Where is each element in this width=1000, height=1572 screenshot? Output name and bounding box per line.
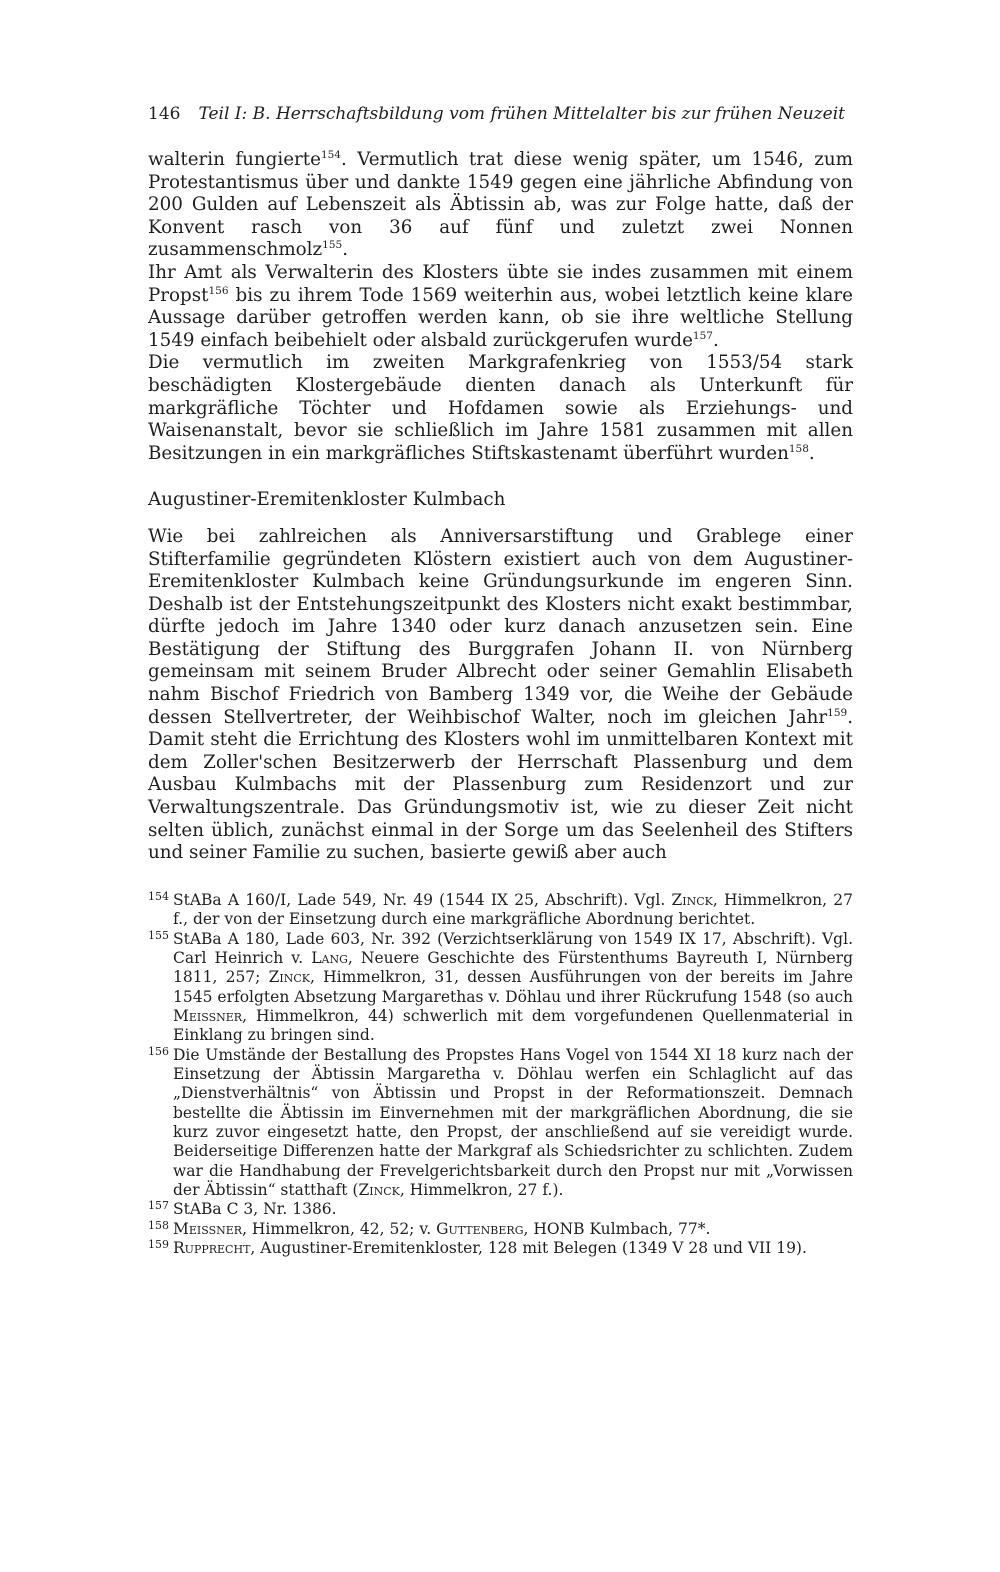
footnote: 157 StABa C 3, Nr. 1386. xyxy=(148,1200,853,1219)
paragraph: Wie bei zahlreichen als Anniversarstiftung und Grablege einer Stifterfamilie gegründeten Klöstern existiert auch von dem Augustiner-Eremitenkloster Kulmbach keine Gründungsurkunde im engeren Sinn. Deshalb ist der Entstehungszeitpunkt des Klosters nicht exakt bestimmbar, dürfte jedoch im Jahre 1340 oder kurz danach anzusetzen sein. Eine Bestätigung der Stiftung des Burggrafen Johann II. von Nürnberg gemeinsam mit seinem Bruder Albrecht oder seiner Gemahlin Elisabeth nahm Bischof Friedrich von Bamberg 1349 vor, die Weihe der Gebäude dessen Stellvertreter, der Weihbischof Walter, noch im gleichen Jahr$^{159}$. Damit steht die Errichtung des Klosters wohl im unmittelbaren Kontext mit dem Zoller'schen Besitzerwerb der Herrschaft Plassenburg und dem Ausbau Kulmbachs mit der Plassenburg zum Residenzort und zur Verwaltungszentrale. Das Gründungsmotiv ist, wie zu dieser Zeit nicht selten üblich, zunächst einmal in der Sorge um das Seelenheil des Stifters und seiner Familie zu suchen, basierte gewiß aber auch xyxy=(148,525,853,864)
footnote-number: 155 xyxy=(148,928,169,942)
book-page xyxy=(148,104,853,1258)
running-title: Teil I: B. Herrschaftsbildung vom frühen Mittelalter bis zur frühen Neuzeit xyxy=(198,104,845,124)
footnote-number: 156 xyxy=(148,1044,169,1058)
footnote-ref[interactable]: 154 xyxy=(320,148,341,161)
footnote: 154 StABa A 160/I, Lade 549, Nr. 49 (1544 IX 25, Abschrift). Vgl. Zinck, Himmelkron, 27 f., der von der Einsetzung durch eine markgräfliche Abordnung berichtet. xyxy=(148,891,853,930)
footnote-number: 158 xyxy=(148,1218,169,1232)
footnote-number: 154 xyxy=(148,889,169,903)
running-head xyxy=(148,104,853,124)
footnotes xyxy=(148,891,853,1259)
main-text xyxy=(148,149,853,865)
footnote-ref[interactable]: 155 xyxy=(322,239,343,252)
footnote: 155 StABa A 180, Lade 603, Nr. 392 (Verzichtserklärung von 1549 IX 17, Abschrift). Vgl. Carl Heinrich v. Lang, Neuere Geschichte des Fürstenthums Bayreuth I, Nürnberg 1811, 257; Zinck, Himmelkron, 31, dessen Ausführungen von der bereits im Jahre 1545 erfolgten Absetzung Margarethas v. Döhlau und ihrer Rückrufung 1548 (so auch Meissner, Himmelkron, 44) schwerlich mit dem vorgefundenen Quellenmaterial in Einklang zu bringen sind. xyxy=(148,930,853,1046)
footnote: 156 Die Umstände der Bestallung des Propstes Hans Vogel von 1544 XI 18 kurz nach der Einsetzung der Äbtissin Margaretha v. Döhlau werfen ein Schlaglicht auf das „Dienstverhältnis“ von Äbtissin und Propst in der Reformationszeit. Demnach bestellte die Äbtissin im Einvernehmen mit der markgräflichen Abordnung, die sie kurz zuvor eingesetzt hatte, den Propst, der anschließend auf sie vereidigt wurde. Beiderseitige Differenzen hatte der Markgraf als Schiedsrichter zu schlichten. Zudem war die Handhabung der Frevelgerichtsbarkeit durch den Propst nur mit „Vorwissen der Äbtissin“ statthaft (Zinck, Himmelkron, 27 f.). xyxy=(148,1046,853,1201)
footnote-ref[interactable]: 159 xyxy=(827,706,848,719)
footnote-ref[interactable]: 156 xyxy=(208,284,229,297)
footnote: 158 Meissner, Himmelkron, 42, 52; v. Guttenberg, HONB Kulmbach, 77*. xyxy=(148,1220,853,1239)
section-heading: Augustiner-Eremitenkloster Kulmbach xyxy=(148,489,506,511)
footnote-number: 157 xyxy=(148,1199,169,1213)
footnote-ref[interactable]: 157 xyxy=(692,329,713,342)
footnote-ref[interactable]: 158 xyxy=(788,442,809,455)
footnote-number: 159 xyxy=(148,1238,169,1251)
footnote: 159 Rupprecht, Augustiner-Eremitenkloster, 128 mit Belegen (1349 V 28 und VII 19). xyxy=(148,1239,853,1258)
paragraph: walterin fungierte$^{154}$. Vermutlich trat diese wenig später, um 1546, zum Protestantismus über und dankte 1549 gegen eine jährliche Abfindung von 200 Gulden auf Lebenszeit als Äbtissin ab, was zur Folge hatte, daß der Konvent rasch von 36 auf fünf und zuletzt zwei Nonnen zusammenschmolz$^{155}$. xyxy=(148,148,853,261)
paragraph: Ihr Amt als Verwalterin des Klosters übte sie indes zusammen mit einem Propst$^{156}$ bis zu ihrem Tode 1569 weiterhin aus, wobei letztlich keine klare Aussage darüber getroffen werden kann, ob sie ihre weltliche Stellung 1549 einfach beibehielt oder alsbald zurückgerufen wurde$^{157}$. xyxy=(148,261,853,351)
paragraph: Die vermutlich im zweiten Markgrafenkrieg von 1553/54 stark beschädigten Klostergebäude dienten danach als Unterkunft für markgräfliche Töchter und Hofdamen sowie als Erziehungs- und Waisenanstalt, bevor sie schließlich im Jahre 1581 zusammen mit allen Besitzungen in ein markgräfliches Stiftskastenamt überführt wurden$^{158}$. xyxy=(148,352,853,464)
page-number: 146 xyxy=(148,104,181,124)
